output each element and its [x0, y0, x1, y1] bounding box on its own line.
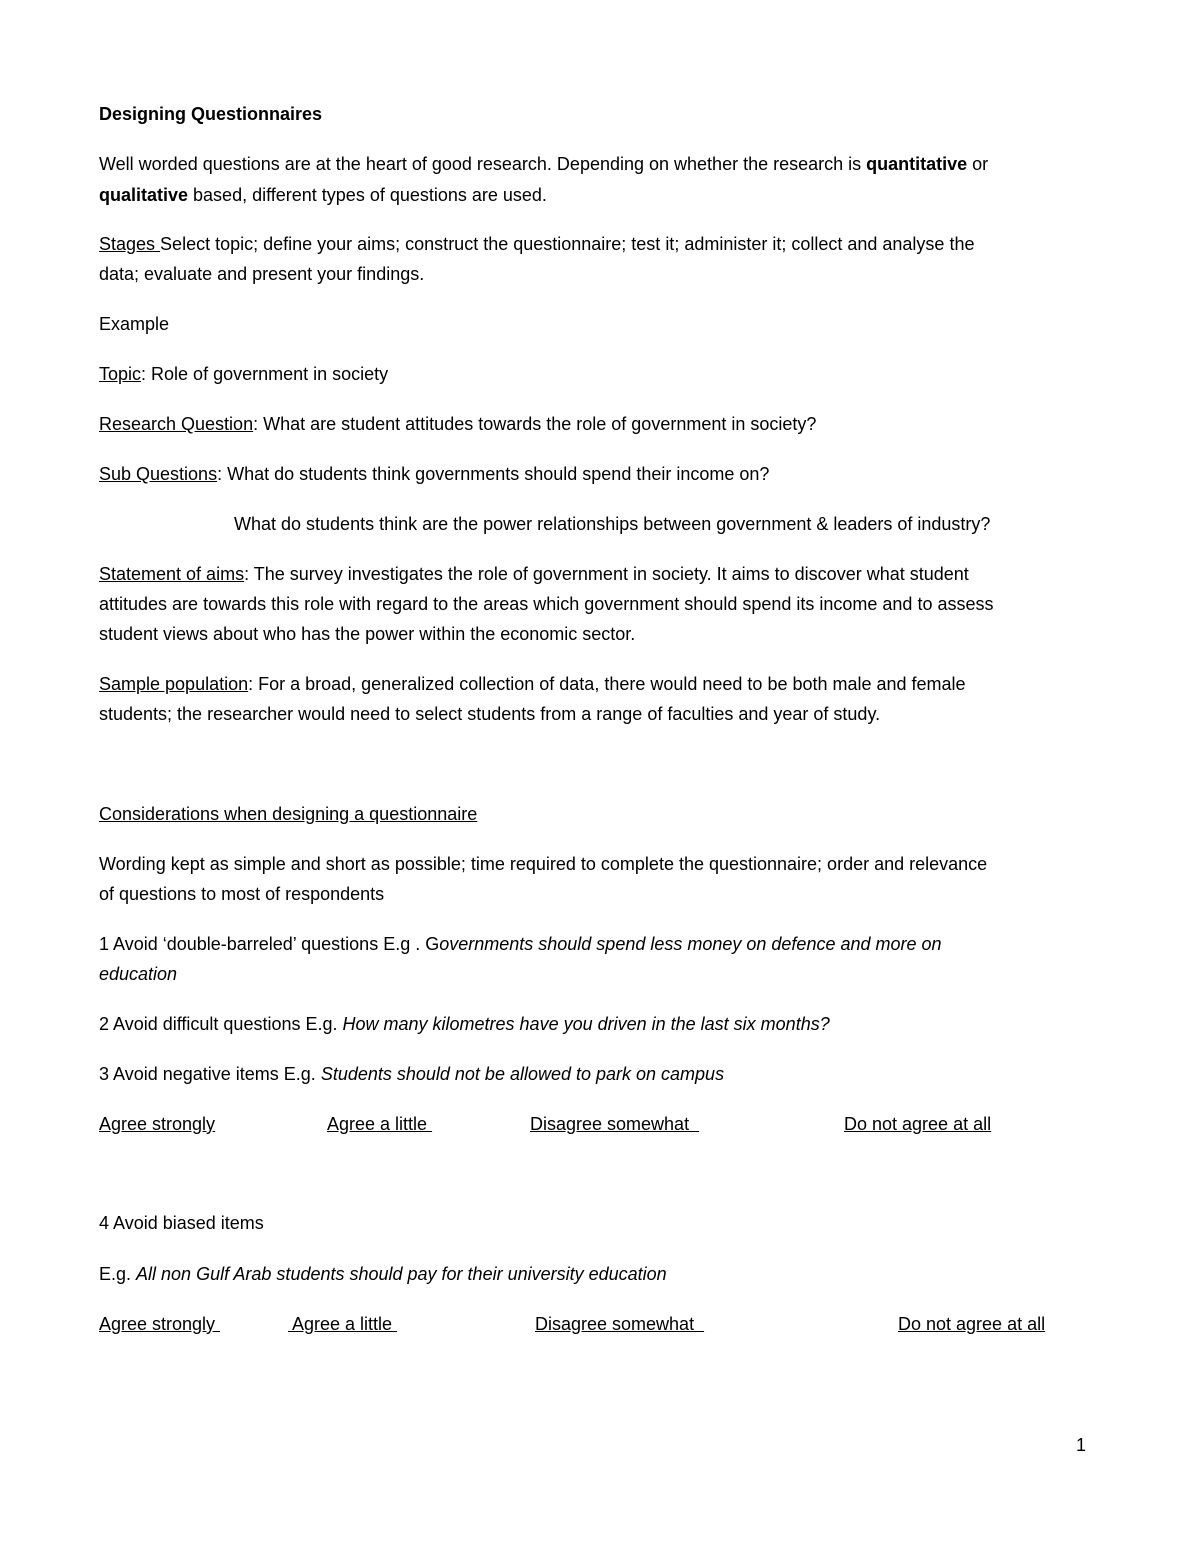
- considerations-heading: Considerations when designing a questionnaire: [99, 804, 478, 824]
- item-3-text: 3 Avoid negative items E.g.: [99, 1064, 321, 1084]
- item-1-text: 1 Avoid ‘double-barreled’ questions E.g . G: [99, 934, 440, 954]
- intro-text-or: or: [967, 154, 989, 174]
- research-question-label: Research Question: [99, 414, 254, 434]
- item-3-line: [99, 1063, 724, 1085]
- stages-line-1: [99, 233, 974, 255]
- scale-2-option-do-not-agree: Do not agree at all: [898, 1314, 1046, 1334]
- scale-2-option-disagree-somewhat: Disagree somewhat: [535, 1314, 705, 1334]
- stages-line-2: data; evaluate and present your findings.: [99, 264, 425, 284]
- scale-1-option-agree-strongly: Agree strongly: [99, 1114, 216, 1134]
- sub-questions-label: Sub Questions: [99, 464, 218, 484]
- item-4-example: All non Gulf Arab students should pay for their university education: [136, 1264, 667, 1284]
- stages-label: Stages: [99, 234, 161, 254]
- wording-line-2: of questions to most of respondents: [99, 884, 385, 904]
- intro-text: Well worded questions are at the heart of good research. Depending on whether the research is: [99, 154, 867, 174]
- item-4-eg: E.g.: [99, 1264, 137, 1284]
- sample-label: Sample population: [99, 674, 249, 694]
- topic-text: : Role of government in society: [141, 364, 389, 384]
- sample-text: : For a broad, generalized collection of data, there would need to be both male and female: [248, 674, 966, 694]
- scale-2-option-agree-a-little: Agree a little: [288, 1314, 398, 1334]
- wording-line-1: Wording kept as simple and short as possible; time required to complete the questionnaire; order and relevance: [99, 854, 988, 874]
- document-title: Designing Questionnaires: [99, 104, 323, 124]
- sample-line-1: [99, 673, 966, 695]
- item-2-example: How many kilometres have you driven in the last six months?: [342, 1014, 830, 1034]
- scale-2-option-agree-strongly: Agree strongly: [99, 1314, 221, 1334]
- sub-question-2: What do students think are the power relationships between government & leaders of industry?: [234, 514, 991, 534]
- topic-label: Topic: [99, 364, 142, 384]
- sample-line-2: students; the researcher would need to select students from a range of faculties and year of study.: [99, 704, 881, 724]
- aims-text: : The survey investigates the role of government in society. It aims to discover what student: [244, 564, 969, 584]
- intro-paragraph-line-2: [99, 184, 547, 206]
- sub-questions-line-1: [99, 463, 769, 485]
- item-4-heading: 4 Avoid biased items: [99, 1213, 264, 1233]
- page-number: 1: [1076, 1435, 1087, 1455]
- scale-1-option-agree-a-little: Agree a little: [327, 1114, 433, 1134]
- item-2-text: 2 Avoid difficult questions E.g.: [99, 1014, 343, 1034]
- intro-text-end: based, different types of questions are used.: [188, 185, 547, 205]
- sub-question-1: : What do students think governments should spend their income on?: [217, 464, 770, 484]
- item-2-line: [99, 1013, 830, 1035]
- item-4-example-line: [99, 1263, 667, 1285]
- item-3-example: Students should not be allowed to park on campus: [320, 1064, 725, 1084]
- scale-1-option-disagree-somewhat: Disagree somewhat: [530, 1114, 700, 1134]
- item-1-example: overnments should spend less money on defence and more on: [439, 934, 942, 954]
- intro-paragraph-line-1: [99, 153, 988, 175]
- research-question-text: : What are student attitudes towards the role of government in society?: [253, 414, 817, 434]
- qualitative-term: qualitative: [99, 185, 189, 205]
- aims-line-1: [99, 563, 969, 585]
- item-1-line-2: education: [99, 964, 178, 984]
- research-question-line: [99, 413, 816, 435]
- quantitative-term: quantitative: [866, 154, 968, 174]
- scale-1-option-do-not-agree: Do not agree at all: [844, 1114, 992, 1134]
- aims-label: Statement of aims: [99, 564, 245, 584]
- aims-line-3: student views about who has the power within the economic sector.: [99, 624, 636, 644]
- item-1-line-1: [99, 933, 942, 955]
- stages-text: Select topic; define your aims; construct the questionnaire; test it; administer it; collect and analyse the: [160, 234, 975, 254]
- topic-line: [99, 363, 388, 385]
- aims-line-2: attitudes are towards this role with regard to the areas which government should spend its income and to assess: [99, 594, 994, 614]
- example-heading: Example: [99, 314, 170, 334]
